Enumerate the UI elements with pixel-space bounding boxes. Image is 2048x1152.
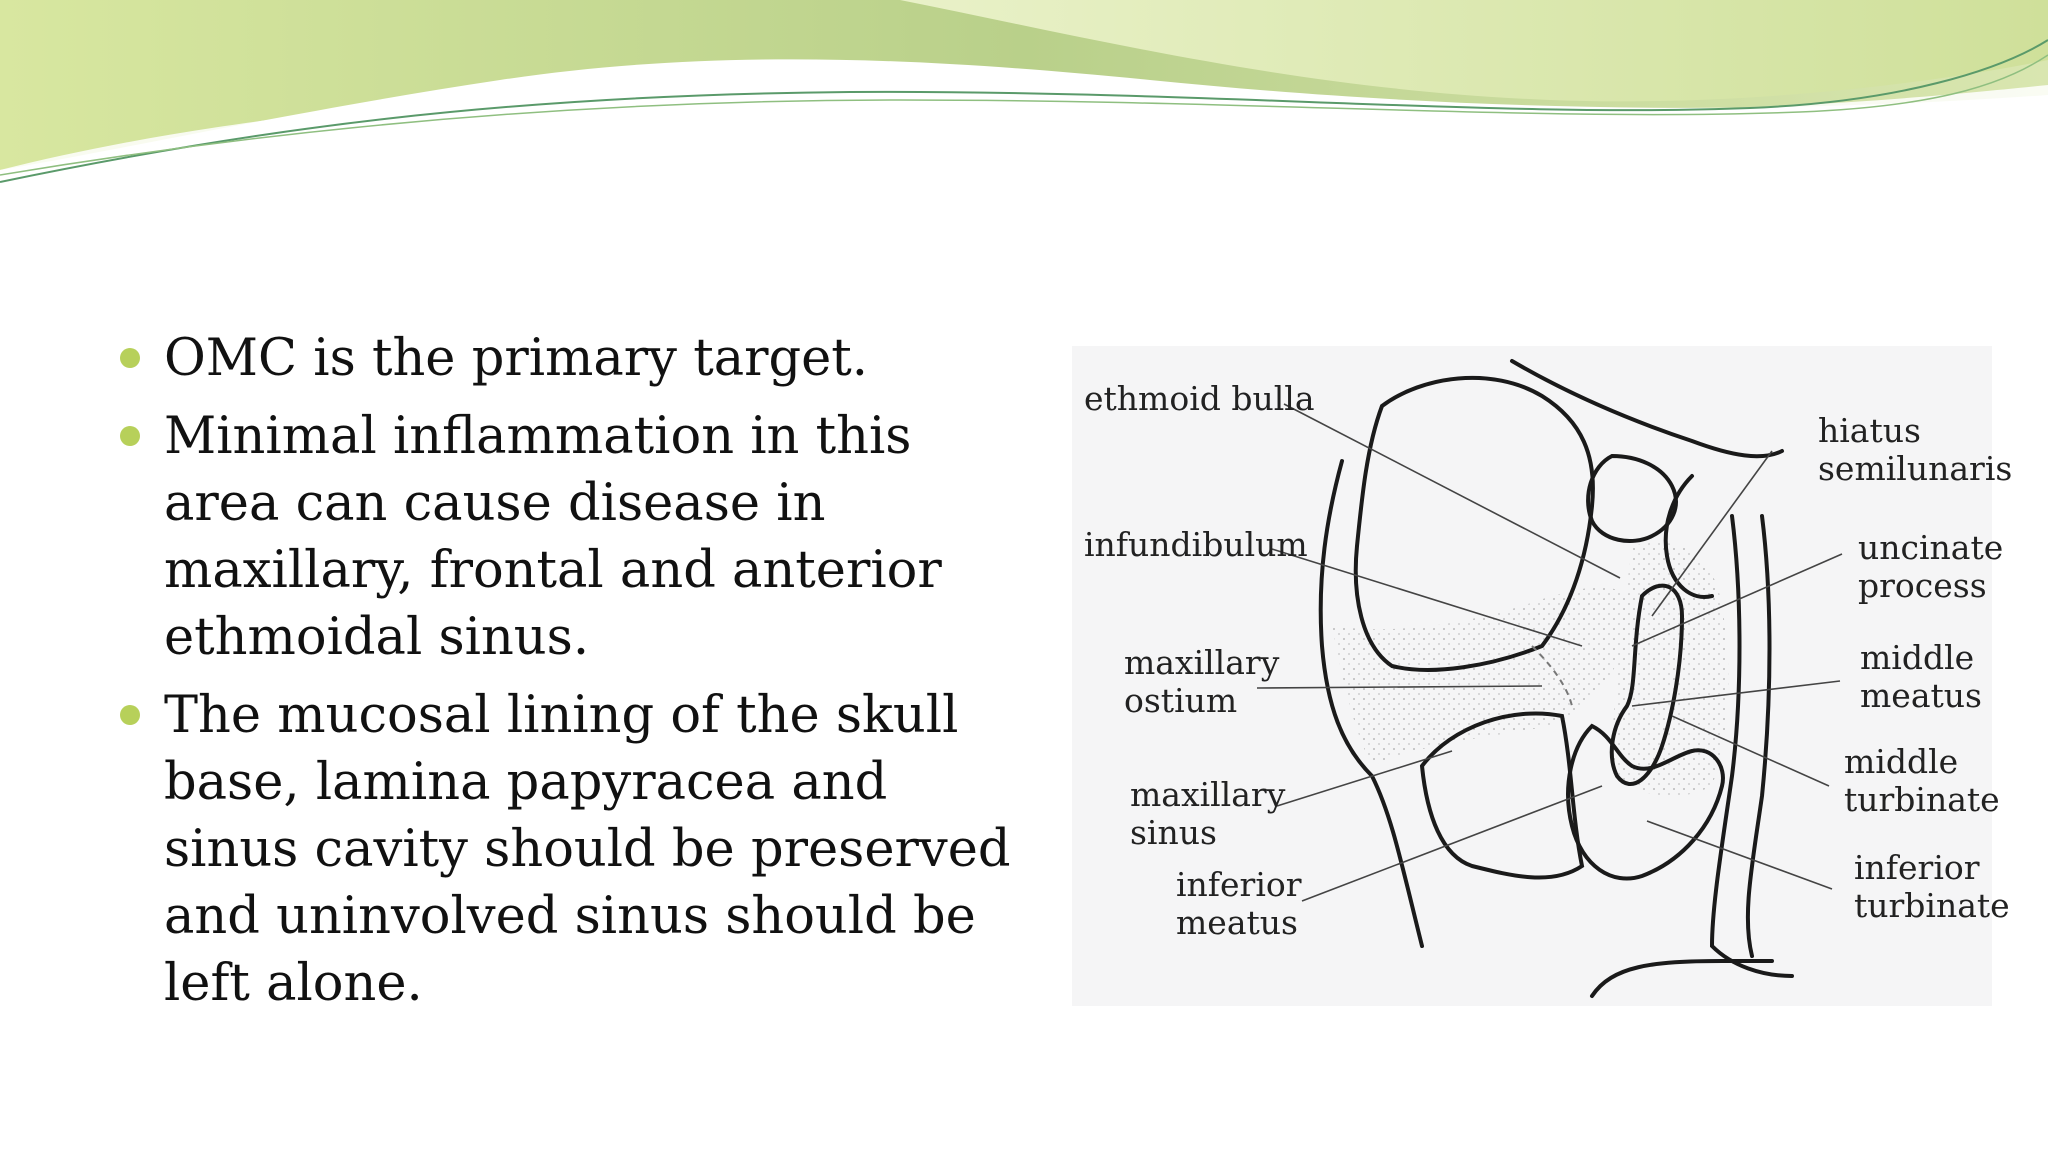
label-middle-meatus: middle meatus	[1860, 638, 1982, 715]
bullet-text: Minimal inflammation in this area can cause disease in maxillary, frontal and anterior ethmoidal sinus.	[164, 407, 942, 667]
diagram-svg	[1072, 346, 2013, 1006]
header-banner	[0, 0, 2048, 200]
label-ethmoid-bulla: ethmoid bulla	[1084, 379, 1315, 418]
bullet-text: The mucosal lining of the skull base, lamina papyracea and sinus cavity should be preserved and uninvolved sinus should be left alone.	[164, 686, 1011, 1013]
roof-line	[1512, 361, 1782, 456]
label-infundibulum: infundibulum	[1084, 525, 1308, 564]
label-inferior-meatus: inferior meatus	[1176, 865, 1302, 942]
label-middle-turbinate: middle turbinate	[1844, 742, 2000, 819]
leader-line	[1302, 786, 1602, 901]
septum-line	[1712, 516, 1792, 976]
bullet-dot-icon	[120, 426, 140, 446]
bullet-item	[120, 682, 1020, 1017]
leader-line	[1647, 821, 1832, 889]
label-inferior-turbinate: inferior turbinate	[1854, 848, 2010, 925]
septum-line-2	[1748, 516, 1770, 956]
bullet-item	[120, 403, 1020, 671]
label-hiatus-semilunaris: hiatus semilunaris	[1818, 411, 2013, 488]
bullet-list	[120, 325, 1020, 1028]
bullet-dot-icon	[120, 705, 140, 725]
bullet-text: OMC is the primary target.	[164, 329, 869, 388]
label-maxillary-ostium: maxillary ostium	[1124, 643, 1280, 720]
uncinate-line	[1588, 456, 1676, 541]
anatomy-diagram	[1072, 346, 2013, 1006]
bullet-dot-icon	[120, 348, 140, 368]
label-maxillary-sinus: maxillary sinus	[1130, 775, 1286, 852]
label-uncinate-process: uncinate process	[1858, 528, 2004, 605]
bullet-item	[120, 325, 1020, 392]
